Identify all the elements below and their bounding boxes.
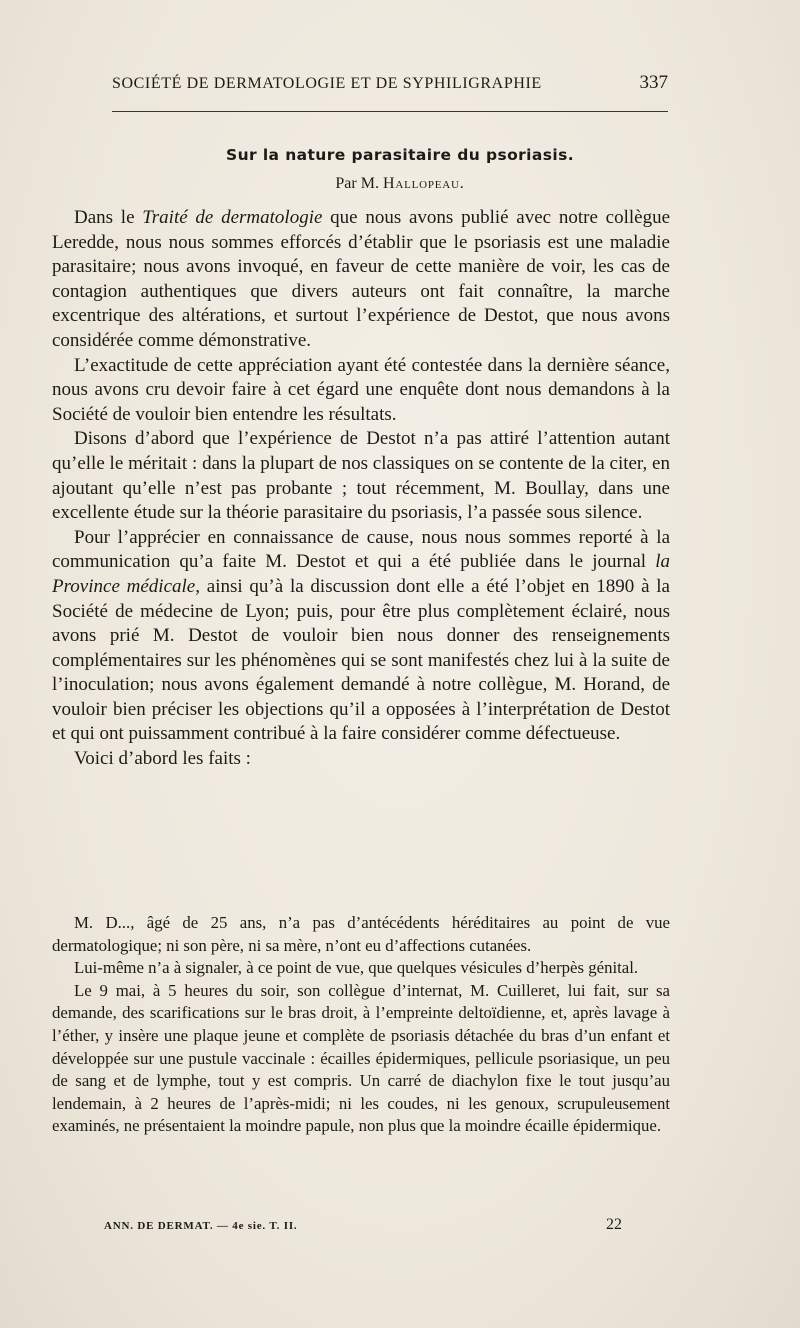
p4-text-a: Pour l’apprécier en connaissance de cause, nous nous sommes reporté à la communication qu’a faite M. Destot et qui a été publiée dans le journal: [52, 526, 670, 573]
paragraph-1: [52, 206, 670, 354]
page-number: 337: [639, 72, 668, 93]
running-header: [112, 72, 668, 94]
case-paragraph-3: Le 9 mai, à 5 heures du soir, son collègue d’internat, M. Cuilleret, lui fait, sur sa demande, des scarifications sur le bras droit, à l’empreinte deltoïdienne, et, après lavage à l’éther, y insère une plaque jeune et complète de psoriasis détachée du bras d’un enfant et développée sur une pustule vaccinale : écailles épidermiques, pellicule psoriasique, un peu de sang et de lymphe, tout y est compris. Un carré de diachylon fixe le tout jusqu’au lendemain, à 2 heures de l’après-midi; ni les coudes, ni les genoux, scrupuleusement examinés, ne présentaient la moindre papule, non plus que la moindre écaille épidermique.: [52, 980, 670, 1136]
p1-text-a: Dans le: [74, 207, 143, 228]
paragraph-4: [52, 526, 670, 747]
article-author: [0, 175, 800, 193]
sheet-number: 22: [606, 1216, 622, 1233]
author-name: Hallopeau.: [382, 175, 465, 192]
paragraph-3: Disons d’abord que l’expérience de Destot n’a pas attiré l’attention autant qu’elle le méritait : dans la plupart de nos classiques on se contente de la citer, en ajoutant qu’elle n’est pas probante ; tout récemment, M. Boullay, dans une excellente étude sur la théorie parasitaire du psoriasis, l’a passée sous silence.: [52, 428, 670, 524]
case-paragraph-2: Lui-même n’a à signaler, à ce point de vue, que quelques vésicules d’herpès génital.: [74, 958, 639, 978]
paragraph-2: L’exactitude de cette appréciation ayant été contestée dans la dernière séance, nous avons cru devoir faire à cet égard une enquête dont nous demandons à la Société de vouloir bien entendre les résultats.: [52, 354, 670, 425]
running-title: SOCIÉTÉ DE DERMATOLOGIE ET DE SYPHILIGRAPHIE: [112, 75, 542, 92]
case-report: [52, 912, 670, 1138]
author-prefix: Par M.: [335, 175, 379, 192]
p4-italic-journal: la Province médicale,: [52, 551, 670, 597]
p1-text-c: que nous avons publié avec notre collègue Leredde, nous nous sommes efforcés d’établir que le psoriasis est une maladie parasitaire; nous avons invoqué, en faveur de cette manière de voir, les cas de contagion authentiques que divers auteurs ont fait connaître, la marche excentrique des altérations, et surtout l’expérience de Destot, que nous avons considérée comme démonstrative.: [52, 207, 671, 351]
header-rule: [112, 111, 668, 112]
article-body: [52, 206, 670, 772]
page-footer: [104, 1216, 622, 1234]
footer-signature: ANN. DE DERMAT. — 4e sie. T. II.: [104, 1220, 298, 1232]
p4-text-c: ainsi qu’à la discussion dont elle a été l’objet en 1890 à la Société de médecine de Lyon; puis, pour être plus complètement éclairé, nous avons prié M. Destot de vouloir bien nous donner des renseignements complémentaires sur les phénomènes qui se sont manifestés chez lui à la suite de l’inoculation; nous avons également demandé à notre collègue, M. Horand, de vouloir bien préciser les objections qu’il a opposées à l’interprétation de Destot et qui ont puissamment contribué à la faire considérer comme défectueuse.: [52, 575, 670, 745]
case-paragraph-1: M. D..., âgé de 25 ans, n’a pas d’antécédents héréditaires au point de vue dermatologique; ni son père, ni sa mère, n’ont eu d’affections cutanées.: [52, 913, 670, 955]
paragraph-5: Voici d’abord les faits :: [74, 748, 251, 770]
article-title: Sur la nature parasitaire du psoriasis.: [226, 146, 574, 164]
p1-italic-title: Traité de dermatologie: [142, 207, 323, 228]
